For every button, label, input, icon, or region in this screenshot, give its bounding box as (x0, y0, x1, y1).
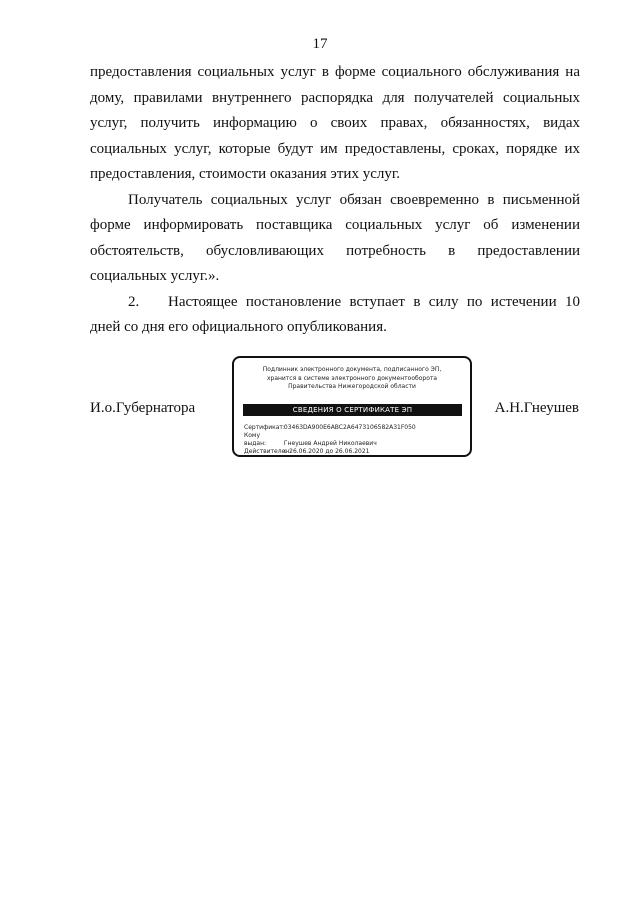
stamp-details (244, 424, 416, 456)
valid-value: с 26.06.2020 до 26.06.2021 (283, 448, 370, 455)
issued-to-label: Кому выдан: (244, 432, 267, 447)
stamp-header (234, 366, 470, 392)
certificate-label: Сертификат: (244, 424, 285, 431)
paragraph-recipient-obligation: Получатель социальных услуг обязан своевременно в письменной форме информировать поставщика социальных услуг об изменении обстоятельств, обусловливающих потребность в предоставлении социальных услуг.». (90, 191, 580, 284)
stamp-certificate-row (244, 424, 416, 432)
page-number: 17 (312, 36, 328, 52)
certificate-value: 03463DA900E6ABC2A6473106582A31F050 (283, 424, 416, 431)
valid-label: Действителен: (244, 448, 292, 455)
stamp-issued-to-row (244, 432, 416, 448)
stamp-valid-row (244, 448, 416, 456)
stamp-header-line: Правительства Нижегородской области (288, 383, 416, 390)
signatory-position: И.о.Губернатора (90, 400, 196, 416)
electronic-signature-stamp (232, 356, 472, 457)
numbered-item (90, 290, 580, 341)
document-body (90, 60, 580, 341)
item-number: 2. (128, 293, 140, 310)
issued-to-value: Гнеушев Андрей Николаевич (283, 440, 377, 447)
item-text: Настоящее постановление вступает в силу по истечении 10 дней со дня его официального опубликования. (90, 293, 580, 335)
stamp-header-line: Подлинник электронного документа, подписанного ЭП, (262, 366, 442, 373)
stamp-certificate-title: СВЕДЕНИЯ О СЕРТИФИКАТЕ ЭП (243, 404, 462, 416)
signatory-name: А.Н.Гнеушев (494, 400, 579, 416)
stamp-header-line: хранится в системе электронного документооборота (266, 374, 438, 382)
paragraph-continuation: предоставления социальных услуг в форме социального обслуживания на дому, правилами внутреннего распорядка для получателей социальных услуг, получить информацию о своих правах, обязанностях, видах социальных услуг, которые будут им предоставлены, сроках, порядке их предоставления, стоимости оказания этих услуг. (90, 64, 580, 182)
